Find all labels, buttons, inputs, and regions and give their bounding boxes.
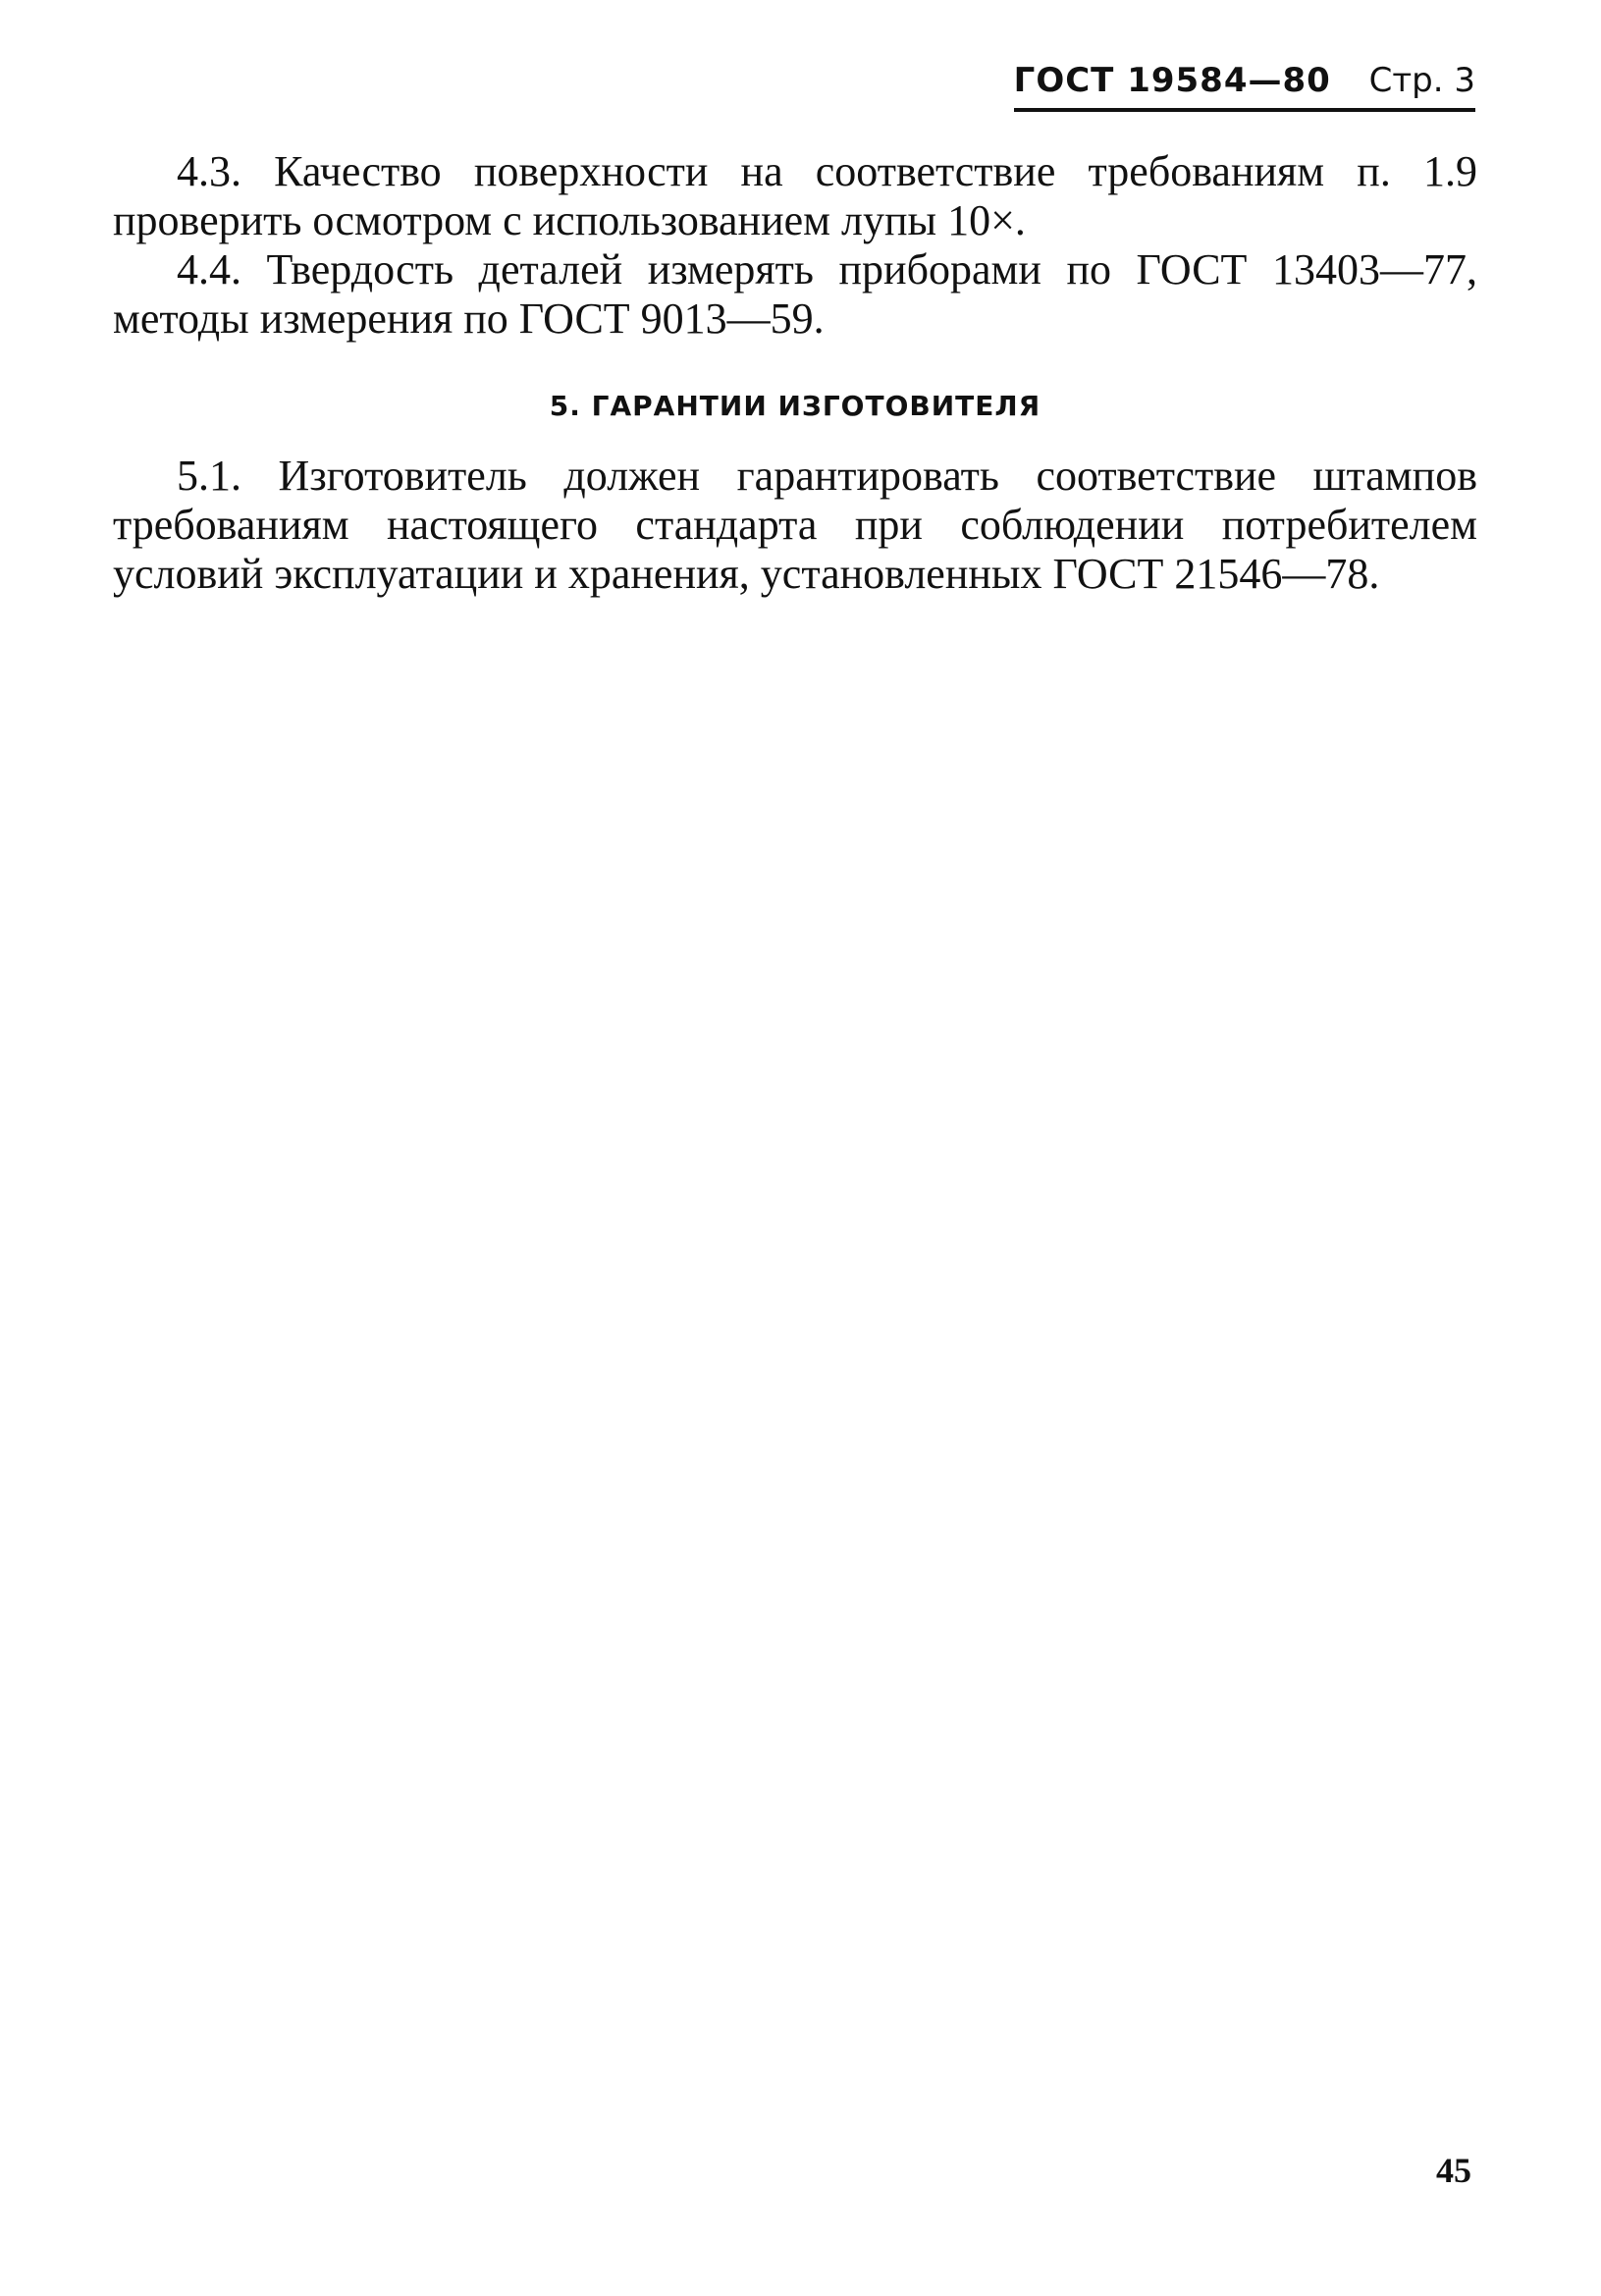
paragraph-4-4: 4.4. Твердость деталей измерять приборами по ГОСТ 13403—77, методы измерения по ГОСТ 9013—59. <box>113 245 1477 343</box>
paragraph-5-1: 5.1. Изготовитель должен гарантировать соответствие штампов требованиям настоящего стандарта при соблюдении потребителем условий эксплуатации и хранения, установленных ГОСТ 21546—78. <box>113 452 1477 598</box>
header-page-label: Стр. 3 <box>1368 61 1475 100</box>
section-title-5: 5. ГАРАНТИИ ИЗГОТОВИТЕЛЯ <box>549 390 1041 422</box>
page-number: 45 <box>1436 2151 1471 2190</box>
header-standard-number: ГОСТ 19584—80 <box>1013 61 1331 100</box>
page-header <box>1014 59 1475 112</box>
document-body <box>113 147 1477 599</box>
paragraph-4-3: 4.3. Качество поверхности на соответствие требованиям п. 1.9 проверить осмотром с использованием лупы 10×. <box>113 147 1477 244</box>
